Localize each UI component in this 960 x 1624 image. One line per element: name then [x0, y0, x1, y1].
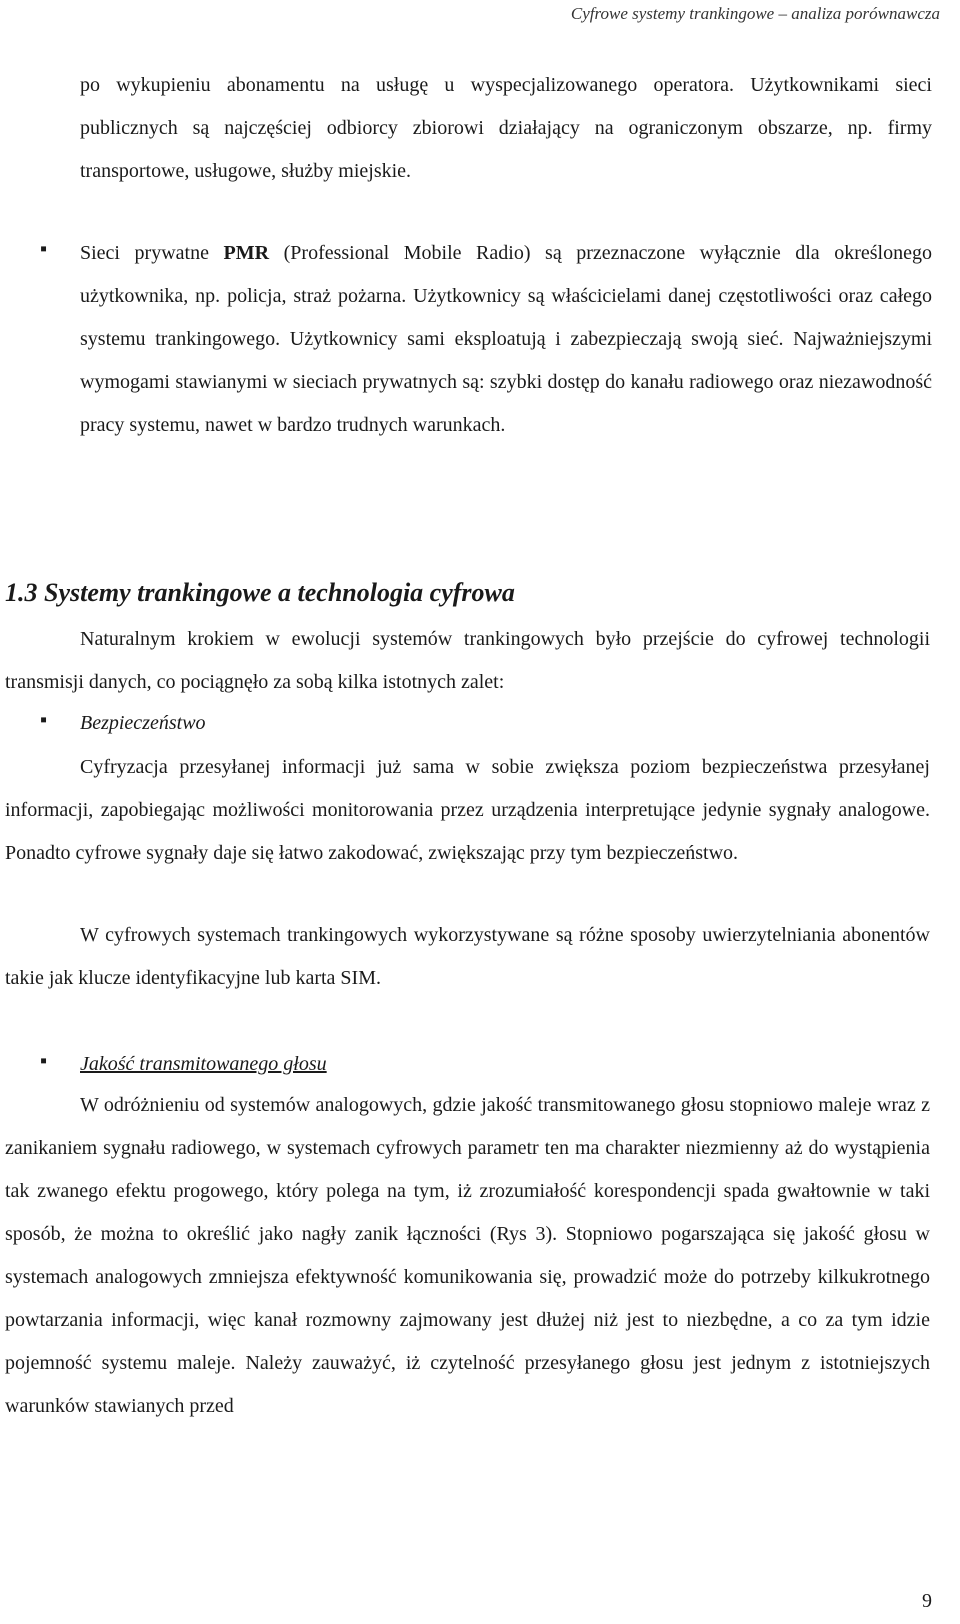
pmr-acronym: PMR	[223, 242, 270, 264]
security-label: Bezpieczeństwo	[80, 712, 206, 734]
bullet-square-icon	[40, 709, 47, 732]
pmr-text: (Professional Mobile Radio) są przeznaczone wyłącznie dla określonego użytkownika, np. policja, straż pożarna. Użytkownicy są właścicielami danej częstotliwości oraz całego systemu trankingowego. Użytkownicy sami eksploatują i zabezpieczają swoją sieć. Najważniejszymi wymogami stawianymi w sieciach prywatnych są: szybki dostęp do kanału radiowego oraz niezawodność pracy systemu, nawet w bardzo trudnych warunkach.	[80, 242, 932, 436]
running-header: Cyfrowe systemy trankingowe – analiza porównawcza	[570, 4, 940, 23]
page-number: 9	[922, 1590, 932, 1612]
voice-quality-paragraph: W odróżnieniu od systemów analogowych, gdzie jakość transmitowanego głosu stopniowo maleje wraz z zanikaniem sygnału radiowego, w systemach cyfrowych parametr ten ma charakter niezmienny aż do wystąpienia tak zwanego efektu progowego, który polega na tym, iż zrozumiałość korespondencji spada gwałtownie w taki sposób, że można to określić jako nagły zanik łączności (Rys 3). Stopniowo pogarszająca się jakość głosu w systemach analogowych zmniejsza efektywność komunikowania się, prowadzić może do potrzeby kilkukrotnego powtarzania informacji, więc kanał rozmowny zajmowany jest dłużej niż jest to niezbędne, a co za tym idzie pojemność systemu maleje. Należy zauważyć, iż czytelność przesyłanego głosu jest jednym z istotniejszych warunków stawianych przed	[5, 1094, 930, 1417]
bullet-square-icon	[40, 1050, 47, 1073]
bullet-square-icon	[40, 238, 47, 261]
section-heading: 1.3 Systemy trankingowe a technologia cyfrowa	[5, 578, 515, 607]
section-intro-paragraph: Naturalnym krokiem w ewolucji systemów trankingowych było przejście do cyfrowej technologii transmisji danych, co pociągnęło za sobą kilka istotnych zalet:	[5, 628, 930, 693]
security-paragraph-2: W cyfrowych systemach trankingowych wykorzystywane są różne sposoby uwierzytelniania abonentów takie jak klucze identyfikacyjne lub karta SIM.	[5, 924, 930, 989]
security-paragraph-1: Cyfryzacja przesyłanej informacji już sama w sobie zwiększa poziom bezpieczeństwa przesyłanej informacji, zapobiegając możliwości monitorowania przez urządzenia interpretujące jedynie sygnały analogowe. Ponadto cyfrowe sygnały daje się łatwo zakodować, zwiększając przy tym bezpieczeństwo.	[5, 756, 930, 864]
voice-quality-label: Jakość transmitowanego głosu	[80, 1053, 327, 1075]
pmr-prefix: Sieci prywatne	[80, 242, 224, 264]
intro-paragraph: po wykupieniu abonamentu na usługę u wyspecjalizowanego operatora. Użytkownikami sieci publicznych są najczęściej odbiorcy zbiorowi działający na ograniczonym obszarze, np. firmy transportowe, usługowe, służby miejskie.	[80, 74, 932, 182]
pmr-paragraph	[80, 232, 932, 447]
